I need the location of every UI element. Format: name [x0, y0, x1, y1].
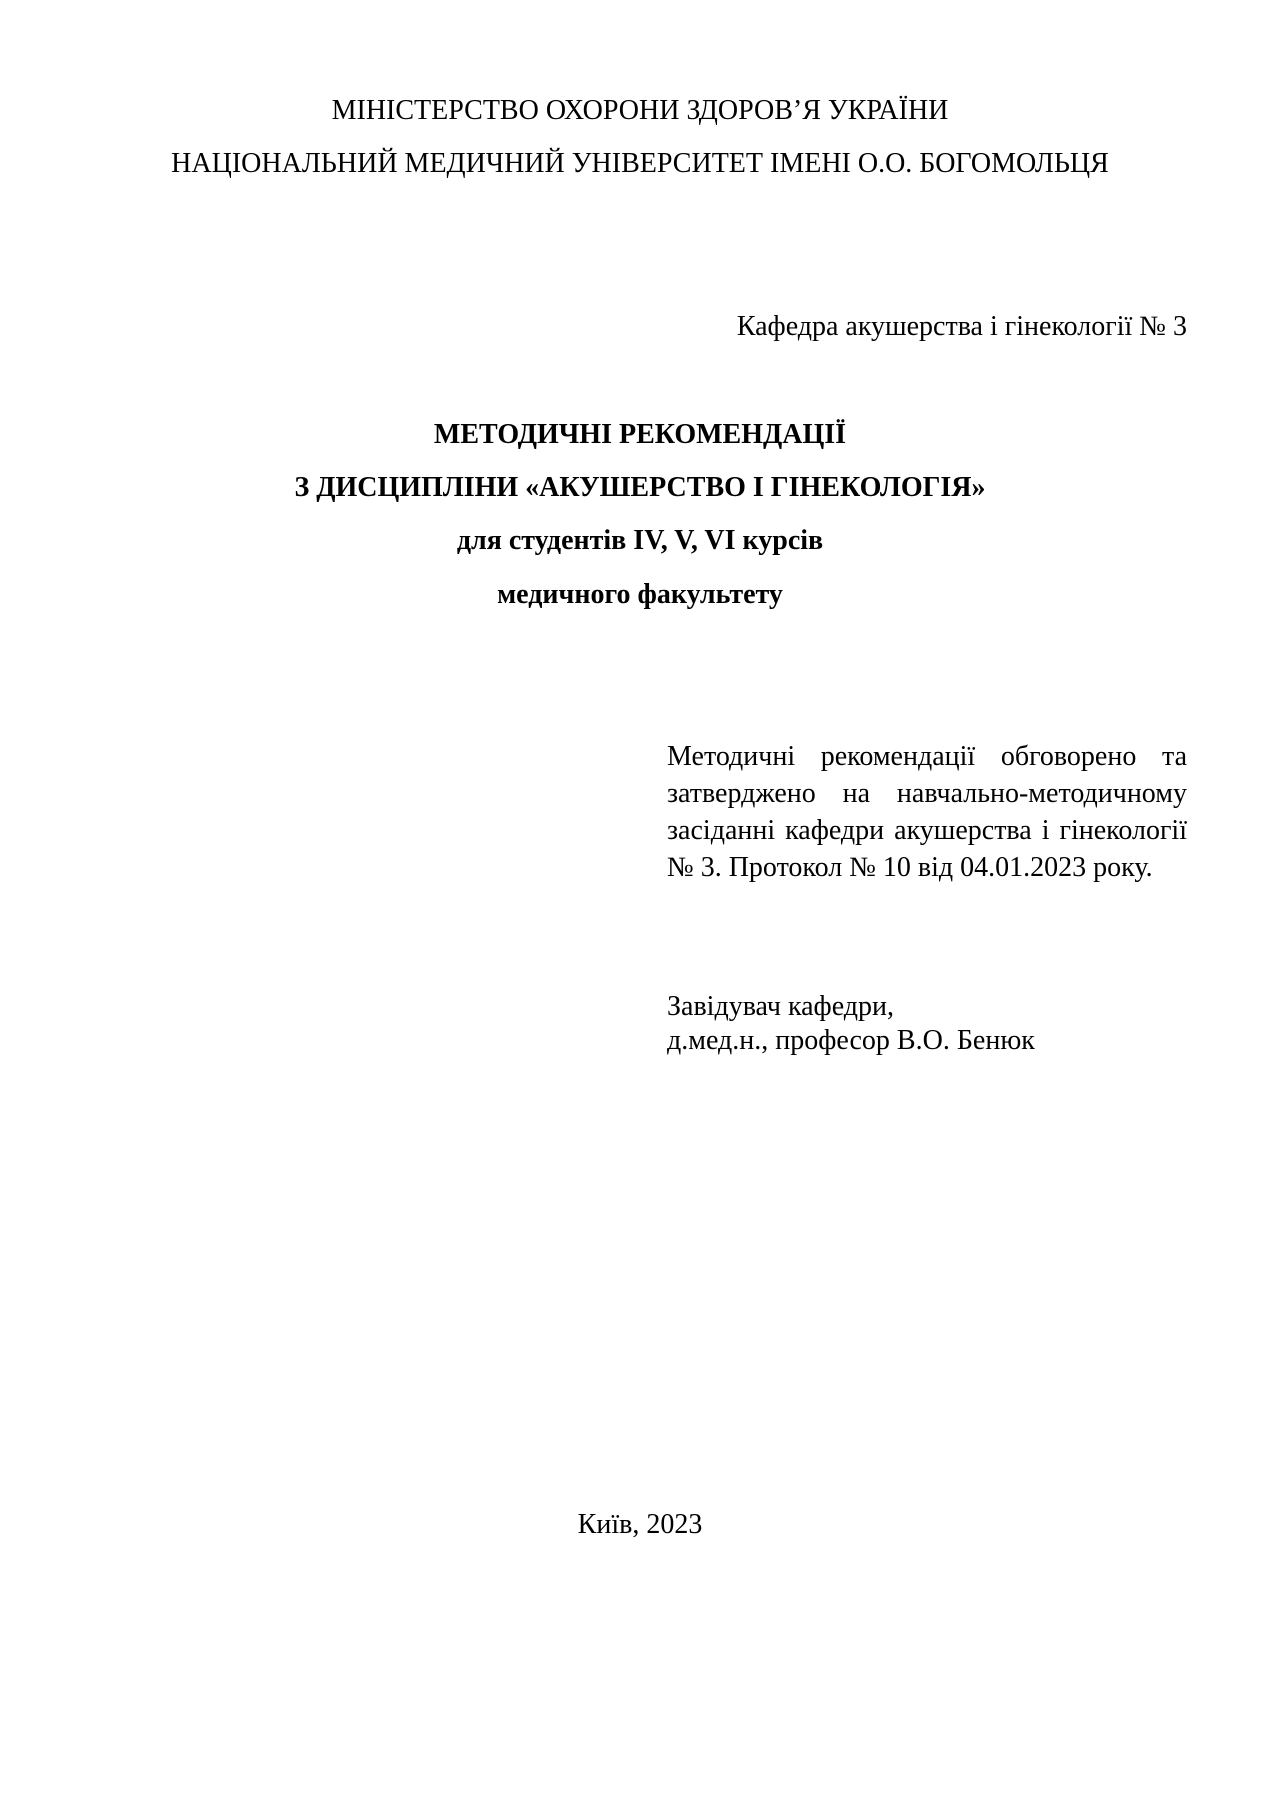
signature-block [667, 990, 1187, 1058]
university-heading: НАЦІОНАЛЬНИЙ МЕДИЧНИЙ УНІВЕРСИТЕТ ІМЕНІ О.О. БОГОМОЛЬЦЯ [171, 148, 1109, 179]
approval-note: Методичні рекомендації обговорено та затверджено на навчально-методичному засіданні кафедри акушерства і гінекології № 3. Протокол № 10 від 04.01.2023 року. [667, 741, 1187, 883]
city-year: Київ, 2023 [577, 1509, 703, 1540]
title-line-4: медичного факультету [497, 579, 783, 610]
signature-name: д.мед.н., професор В.О. Бенюк [667, 1025, 1035, 1056]
title-line-2: З ДИСЦИПЛІНИ «АКУШЕРСТВО І ГІНЕКОЛОГІЯ» [294, 472, 986, 503]
title-line-1: МЕТОДИЧНІ РЕКОМЕНДАЦІЇ [433, 419, 847, 450]
signature-position: Завідувач кафедри, [667, 991, 894, 1022]
title-line-3: для студентів IV, V, VI курсів [456, 525, 824, 556]
ministry-heading: МІНІСТЕРСТВО ОХОРОНИ ЗДОРОВ’Я УКРАЇНИ [331, 95, 949, 126]
department-name: Кафедра акушерства і гінекології № 3 [736, 311, 1187, 342]
